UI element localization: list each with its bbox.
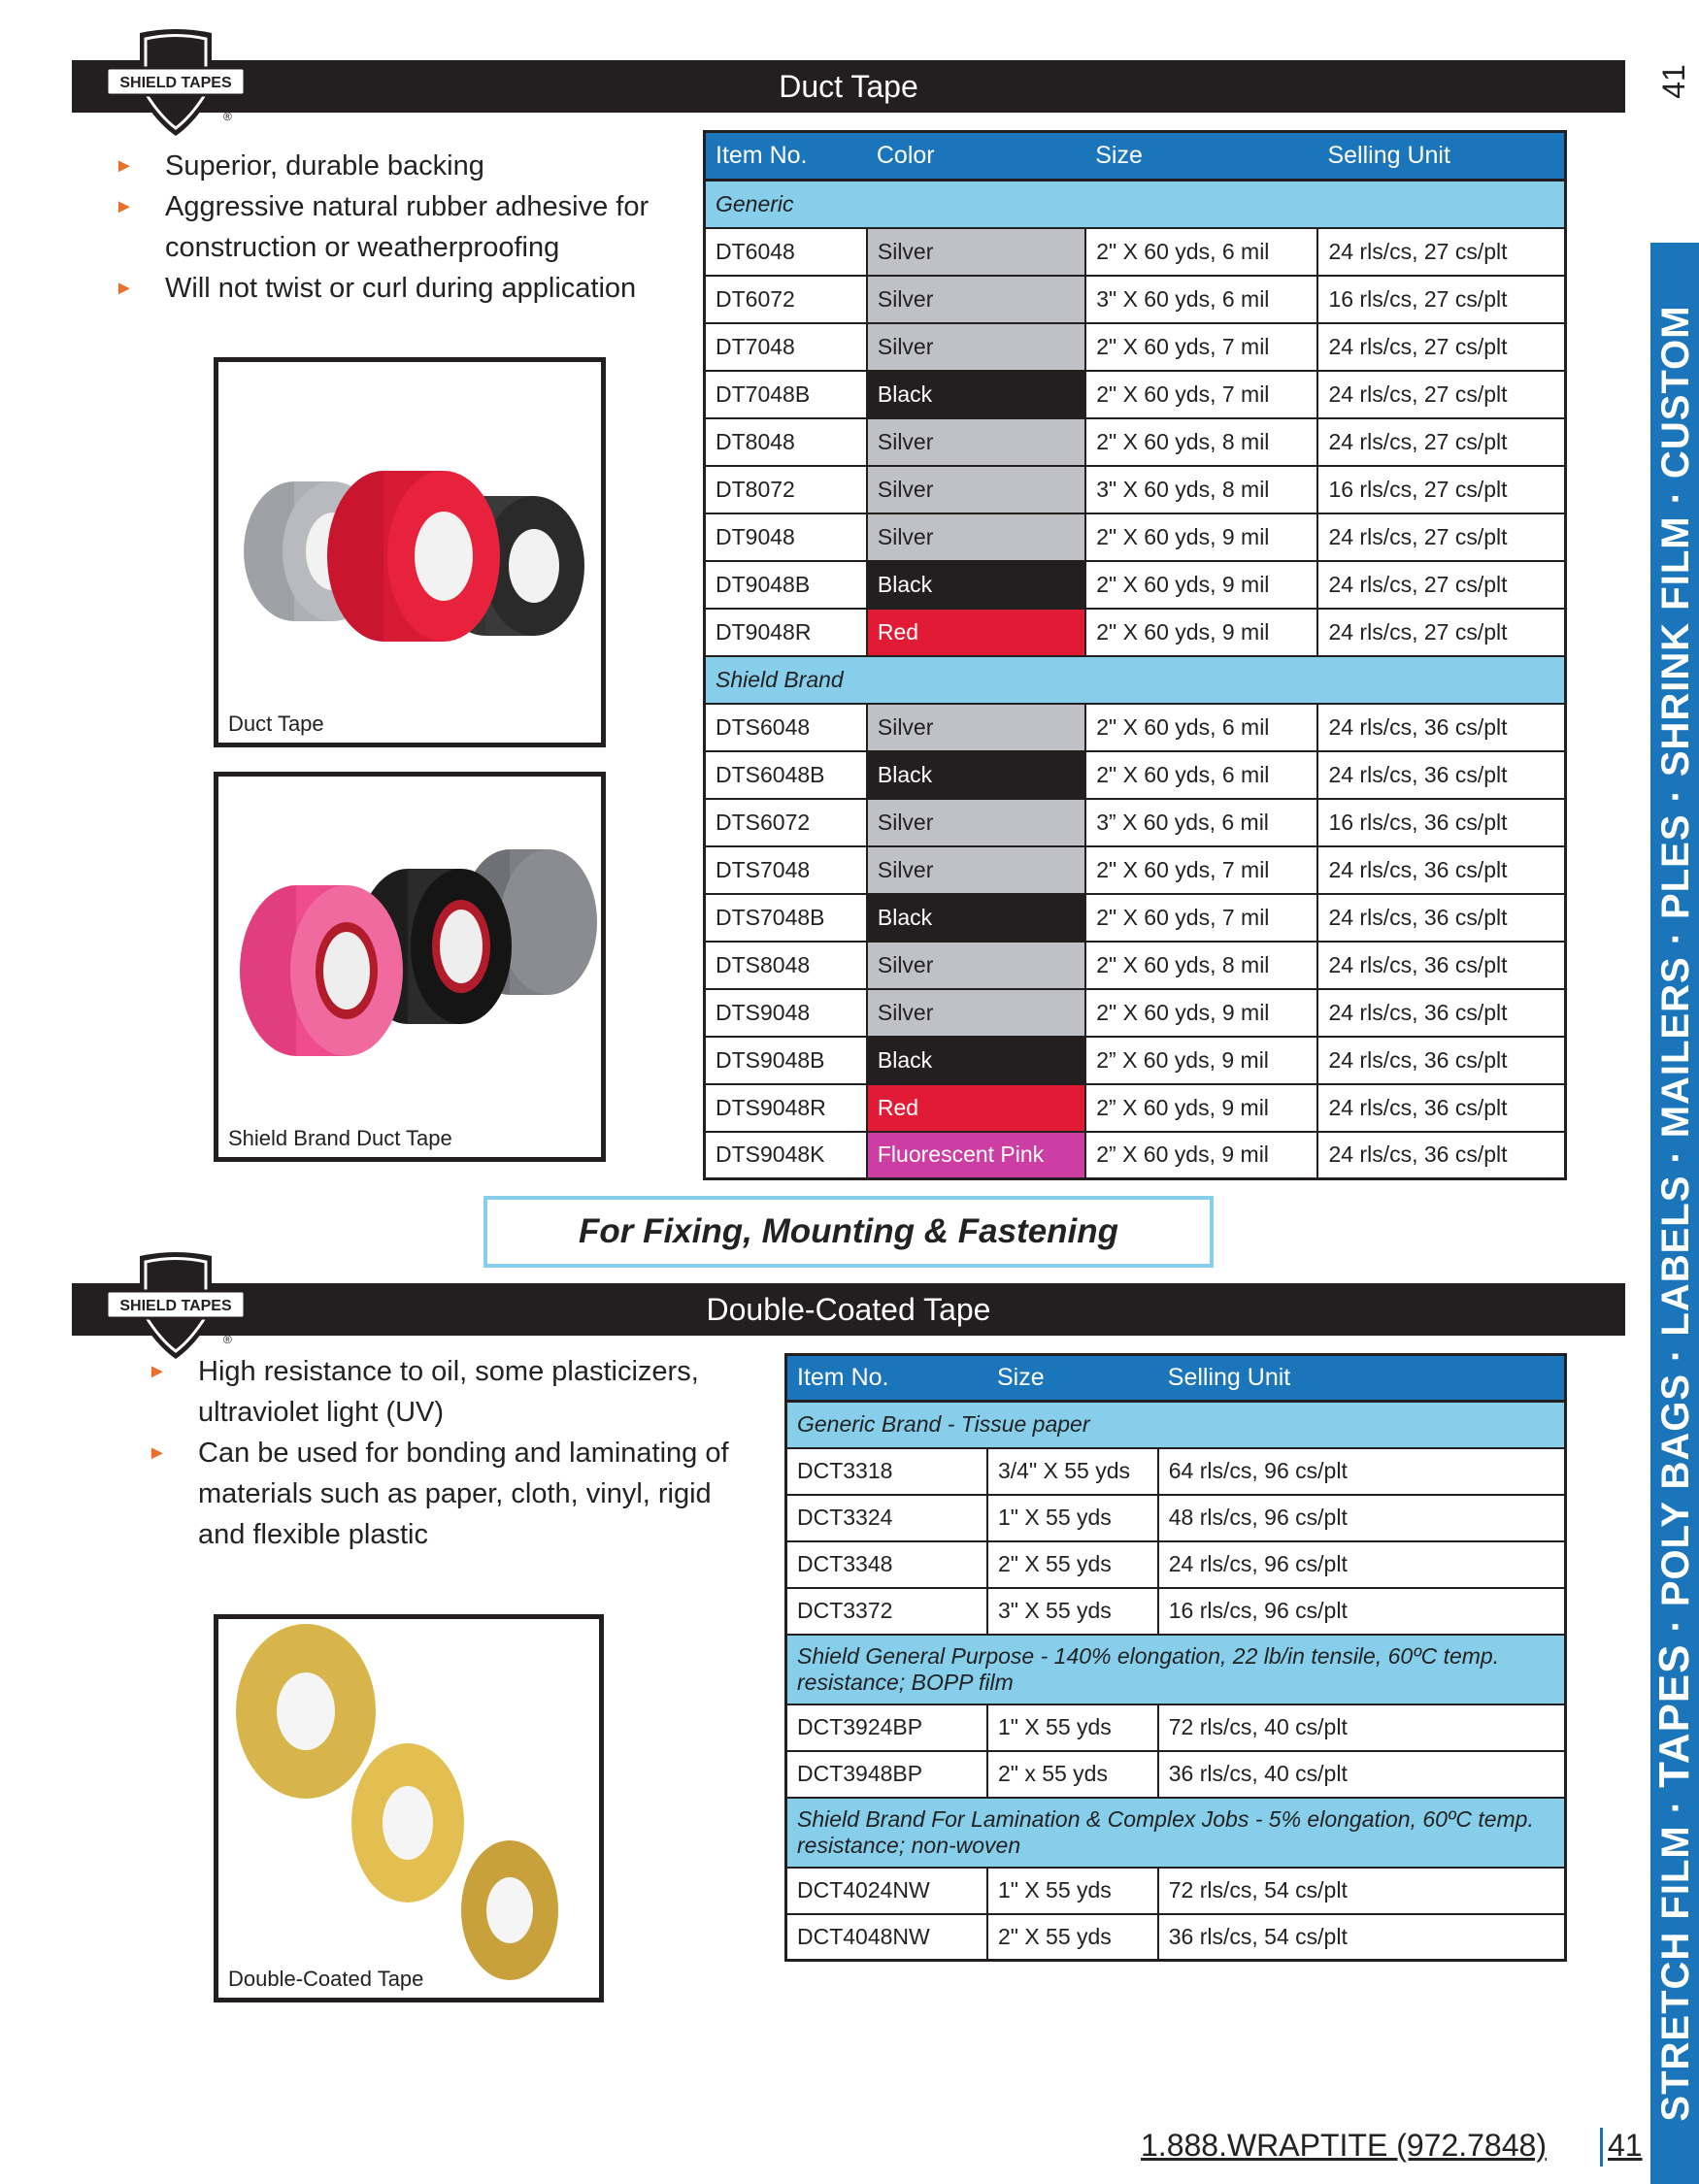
color-cell: Black [867, 1037, 1085, 1084]
size-cell: 2" x 55 yds [987, 1751, 1158, 1798]
size-cell: 2" X 60 yds, 8 mil [1085, 418, 1317, 466]
category-separator: · [1654, 1799, 1697, 1814]
table-row [705, 942, 1566, 989]
size-cell: 3" X 60 yds, 6 mil [1085, 276, 1317, 323]
category-separator: · [1654, 1347, 1697, 1362]
table-row [705, 846, 1566, 894]
svg-text:®: ® [223, 1333, 232, 1346]
double-coated-header-bar [72, 1283, 1625, 1336]
selling-unit-cell: 24 rls/cs, 36 cs/plt [1317, 989, 1565, 1037]
column-header: Selling Unit [1158, 1355, 1566, 1402]
table-row [786, 1868, 1566, 1914]
shield-tapes-logo [103, 27, 249, 144]
selling-unit-cell: 24 rls/cs, 27 cs/plt [1317, 228, 1565, 276]
shield-logo-icon [103, 27, 249, 144]
selling-unit-cell: 24 rls/cs, 27 cs/plt [1317, 609, 1565, 656]
color-cell: Silver [867, 704, 1085, 751]
selling-unit-cell: 72 rls/cs, 40 cs/plt [1158, 1704, 1566, 1751]
logo-text: SHIELD TAPES [119, 1298, 232, 1314]
selling-unit-cell: 36 rls/cs, 54 cs/plt [1158, 1914, 1566, 1961]
category-label[interactable]: TAPES [1650, 1643, 1698, 1788]
size-cell: 2" X 60 yds, 9 mil [1085, 561, 1317, 609]
size-cell: 2" X 60 yds, 7 mil [1085, 371, 1317, 418]
color-cell: Black [867, 894, 1085, 942]
selling-unit-cell: 24 rls/cs, 36 cs/plt [1317, 894, 1565, 942]
group-label: Shield General Purpose - 140% elongation, 22 lb/in tensile, 60ºC temp. resistance; BOPP film [786, 1635, 1566, 1704]
category-label[interactable]: PLES [1654, 813, 1697, 919]
column-header: Size [987, 1355, 1158, 1402]
group-label: Shield Brand [705, 656, 1566, 704]
size-cell: 2" X 60 yds, 9 mil [1085, 609, 1317, 656]
group-label: Generic Brand - Tissue paper [786, 1402, 1566, 1448]
double-coated-tape-photo [214, 1614, 604, 2002]
table-row [705, 609, 1566, 656]
category-label[interactable]: MAILERS [1654, 956, 1697, 1139]
bullet-arrow-icon: ► [148, 1361, 167, 1382]
selling-unit-cell: 24 rls/cs, 27 cs/plt [1317, 323, 1565, 371]
color-cell: Silver [867, 513, 1085, 561]
feature-item: ► Superior, durable backing [115, 146, 658, 186]
table-row [786, 1588, 1566, 1635]
size-cell: 2" X 60 yds, 6 mil [1085, 704, 1317, 751]
shield-brand-duct-tape-photo [214, 772, 606, 1162]
feature-item: ► Aggressive natural rubber adhesive for construction or weatherproofing [115, 186, 658, 268]
category-nav [1650, 252, 1699, 2174]
group-label: Generic [705, 181, 1566, 228]
column-header: Item No. [786, 1355, 987, 1402]
table-row [786, 1495, 1566, 1541]
size-cell: 3" X 60 yds, 8 mil [1085, 466, 1317, 513]
item-no-cell: DTS7048B [705, 894, 867, 942]
selling-unit-cell: 24 rls/cs, 27 cs/plt [1317, 561, 1565, 609]
item-no-cell: DT8072 [705, 466, 867, 513]
color-cell: Silver [867, 466, 1085, 513]
bullet-arrow-icon: ► [115, 278, 134, 299]
item-no-cell: DT6072 [705, 276, 867, 323]
table-row [786, 1541, 1566, 1588]
item-no-cell: DT9048R [705, 609, 867, 656]
item-no-cell: DCT3924BP [786, 1704, 987, 1751]
table-row [705, 989, 1566, 1037]
size-cell: 1" X 55 yds [987, 1495, 1158, 1541]
size-cell: 2" X 60 yds, 9 mil [1085, 989, 1317, 1037]
item-no-cell: DCT3372 [786, 1588, 987, 1635]
svg-text:®: ® [223, 110, 232, 123]
item-no-cell: DTS9048K [705, 1132, 867, 1179]
feature-item: ► High resistance to oil, some plasticizers, ultraviolet light (UV) [148, 1351, 740, 1433]
category-separator: · [1654, 1618, 1697, 1633]
item-no-cell: DT8048 [705, 418, 867, 466]
bullet-arrow-icon: ► [115, 196, 134, 217]
item-no-cell: DT7048B [705, 371, 867, 418]
size-cell: 2" X 60 yds, 8 mil [1085, 942, 1317, 989]
selling-unit-cell: 24 rls/cs, 36 cs/plt [1317, 1084, 1565, 1132]
duct-tape-features [115, 146, 658, 309]
item-no-cell: DT9048B [705, 561, 867, 609]
duct-tape-table [703, 130, 1567, 1180]
table-row [705, 799, 1566, 846]
item-no-cell: DCT4048NW [786, 1914, 987, 1961]
table-row [705, 466, 1566, 513]
selling-unit-cell: 16 rls/cs, 27 cs/plt [1317, 466, 1565, 513]
selling-unit-cell: 24 rls/cs, 27 cs/plt [1317, 418, 1565, 466]
size-cell: 3” X 60 yds, 6 mil [1085, 799, 1317, 846]
footer-separator [1600, 2128, 1603, 2167]
feature-item: ► Will not twist or curl during application [115, 268, 658, 309]
size-cell: 2" X 55 yds [987, 1914, 1158, 1961]
size-cell: 3/4" X 55 yds [987, 1448, 1158, 1495]
table-row [786, 1751, 1566, 1798]
table-header-row [786, 1355, 1566, 1402]
table-group-row [786, 1402, 1566, 1448]
color-cell: Silver [867, 418, 1085, 466]
color-cell: Silver [867, 228, 1085, 276]
color-cell: Black [867, 561, 1085, 609]
category-label[interactable]: SHRINK FILM [1654, 515, 1697, 778]
size-cell: 2" X 60 yds, 9 mil [1085, 513, 1317, 561]
category-label[interactable]: POLY BAGS [1654, 1373, 1697, 1607]
selling-unit-cell: 24 rls/cs, 36 cs/plt [1317, 751, 1565, 799]
shield-tapes-logo [103, 1250, 249, 1367]
item-no-cell: DCT3324 [786, 1495, 987, 1541]
size-cell: 2" X 55 yds [987, 1541, 1158, 1588]
table-row [705, 276, 1566, 323]
size-cell: 1" X 55 yds [987, 1704, 1158, 1751]
size-cell: 2” X 60 yds, 9 mil [1085, 1132, 1317, 1179]
size-cell: 2" X 60 yds, 7 mil [1085, 846, 1317, 894]
double-coated-title: Double-Coated Tape [706, 1292, 991, 1327]
table-row [705, 1084, 1566, 1132]
bullet-arrow-icon: ► [148, 1442, 167, 1464]
selling-unit-cell: 36 rls/cs, 40 cs/plt [1158, 1751, 1566, 1798]
size-cell: 2” X 60 yds, 9 mil [1085, 1037, 1317, 1084]
feature-item: ► Can be used for bonding and laminating of materials such as paper, cloth, vinyl, rigid and flexible plastic [148, 1433, 740, 1555]
selling-unit-cell: 64 rls/cs, 96 cs/plt [1158, 1448, 1566, 1495]
item-no-cell: DTS6072 [705, 799, 867, 846]
category-label[interactable]: CUSTOM [1654, 305, 1697, 480]
size-cell: 3" X 55 yds [987, 1588, 1158, 1635]
duct-tape-title: Duct Tape [779, 69, 918, 104]
table-group-row [705, 656, 1566, 704]
table-row [705, 751, 1566, 799]
column-header: Size [1085, 132, 1317, 181]
table-group-row [705, 181, 1566, 228]
table-header-row [705, 132, 1566, 181]
selling-unit-cell: 72 rls/cs, 54 cs/plt [1158, 1868, 1566, 1914]
column-header: Item No. [705, 132, 867, 181]
category-separator: · [1654, 1149, 1697, 1164]
table-row [705, 323, 1566, 371]
category-label[interactable]: STRETCH FILM [1654, 1825, 1697, 2122]
color-cell: Red [867, 609, 1085, 656]
top-page-number: 41 [1656, 64, 1691, 99]
size-cell: 2" X 60 yds, 6 mil [1085, 751, 1317, 799]
selling-unit-cell: 24 rls/cs, 36 cs/plt [1317, 704, 1565, 751]
table-row [705, 1037, 1566, 1084]
selling-unit-cell: 24 rls/cs, 36 cs/plt [1317, 1132, 1565, 1179]
table-row [705, 418, 1566, 466]
item-no-cell: DCT3948BP [786, 1751, 987, 1798]
item-no-cell: DCT3318 [786, 1448, 987, 1495]
selling-unit-cell: 24 rls/cs, 36 cs/plt [1317, 1037, 1565, 1084]
selling-unit-cell: 48 rls/cs, 96 cs/plt [1158, 1495, 1566, 1541]
duct-tape-photo-caption: Duct Tape [228, 711, 324, 736]
item-no-cell: DTS6048B [705, 751, 867, 799]
column-header: Selling Unit [1317, 132, 1565, 181]
bullet-arrow-icon: ► [115, 155, 134, 177]
selling-unit-cell: 24 rls/cs, 27 cs/plt [1317, 513, 1565, 561]
table-group-row [786, 1798, 1566, 1868]
table-row [705, 704, 1566, 751]
selling-unit-cell: 24 rls/cs, 36 cs/plt [1317, 846, 1565, 894]
size-cell: 2” X 60 yds, 9 mil [1085, 1084, 1317, 1132]
table-row [786, 1448, 1566, 1495]
column-header: Color [867, 132, 1085, 181]
table-group-row [786, 1635, 1566, 1704]
color-cell: Silver [867, 846, 1085, 894]
item-no-cell: DTS9048B [705, 1037, 867, 1084]
color-cell: Silver [867, 942, 1085, 989]
double-coated-features [148, 1351, 740, 1555]
selling-unit-cell: 24 rls/cs, 36 cs/plt [1317, 942, 1565, 989]
table-row [786, 1704, 1566, 1751]
color-cell: Red [867, 1084, 1085, 1132]
duct-tape-photo [214, 357, 606, 747]
group-label: Shield Brand For Lamination & Complex Jobs - 5% elongation, 60ºC temp. resistance; non-woven [786, 1798, 1566, 1868]
selling-unit-cell: 24 rls/cs, 27 cs/plt [1317, 371, 1565, 418]
color-cell: Black [867, 751, 1085, 799]
category-separator: · [1654, 930, 1697, 945]
duct-tape-header-bar [72, 60, 1625, 113]
table-row [705, 894, 1566, 942]
color-cell: Silver [867, 989, 1085, 1037]
color-cell: Silver [867, 799, 1085, 846]
selling-unit-cell: 16 rls/cs, 36 cs/plt [1317, 799, 1565, 846]
color-cell: Silver [867, 323, 1085, 371]
shield-brand-photo-caption: Shield Brand Duct Tape [228, 1126, 452, 1150]
item-no-cell: DTS7048 [705, 846, 867, 894]
color-cell: Black [867, 371, 1085, 418]
logo-text: SHIELD TAPES [119, 75, 232, 91]
color-cell: Fluorescent Pink [867, 1132, 1085, 1179]
double-coated-table [784, 1353, 1567, 1962]
footer-phone[interactable]: 1.888.WRAPTITE (972.7848) [1141, 2128, 1547, 2163]
shield-logo-icon [103, 1250, 249, 1367]
table-row [705, 371, 1566, 418]
double-coated-photo-caption: Double-Coated Tape [228, 1967, 424, 1991]
selling-unit-cell: 16 rls/cs, 27 cs/plt [1317, 276, 1565, 323]
item-no-cell: DTS8048 [705, 942, 867, 989]
category-separator: · [1654, 490, 1697, 505]
category-separator: · [1654, 788, 1697, 803]
item-no-cell: DTS6048 [705, 704, 867, 751]
item-no-cell: DCT3348 [786, 1541, 987, 1588]
size-cell: 2" X 60 yds, 6 mil [1085, 228, 1317, 276]
table-row [705, 228, 1566, 276]
table-row [705, 1132, 1566, 1179]
footer-page-number: 41 [1608, 2128, 1643, 2163]
size-cell: 2" X 60 yds, 7 mil [1085, 323, 1317, 371]
table-row [786, 1914, 1566, 1961]
size-cell: 1" X 55 yds [987, 1868, 1158, 1914]
item-no-cell: DT9048 [705, 513, 867, 561]
color-cell: Silver [867, 276, 1085, 323]
table-row [705, 561, 1566, 609]
item-no-cell: DTS9048R [705, 1084, 867, 1132]
selling-unit-cell: 24 rls/cs, 96 cs/plt [1158, 1541, 1566, 1588]
selling-unit-cell: 16 rls/cs, 96 cs/plt [1158, 1588, 1566, 1635]
item-no-cell: DT6048 [705, 228, 867, 276]
category-label[interactable]: LABELS [1654, 1175, 1697, 1337]
item-no-cell: DTS9048 [705, 989, 867, 1037]
tagline-banner: For Fixing, Mounting & Fastening [483, 1196, 1214, 1268]
item-no-cell: DCT4024NW [786, 1868, 987, 1914]
size-cell: 2" X 60 yds, 7 mil [1085, 894, 1317, 942]
item-no-cell: DT7048 [705, 323, 867, 371]
table-row [705, 513, 1566, 561]
